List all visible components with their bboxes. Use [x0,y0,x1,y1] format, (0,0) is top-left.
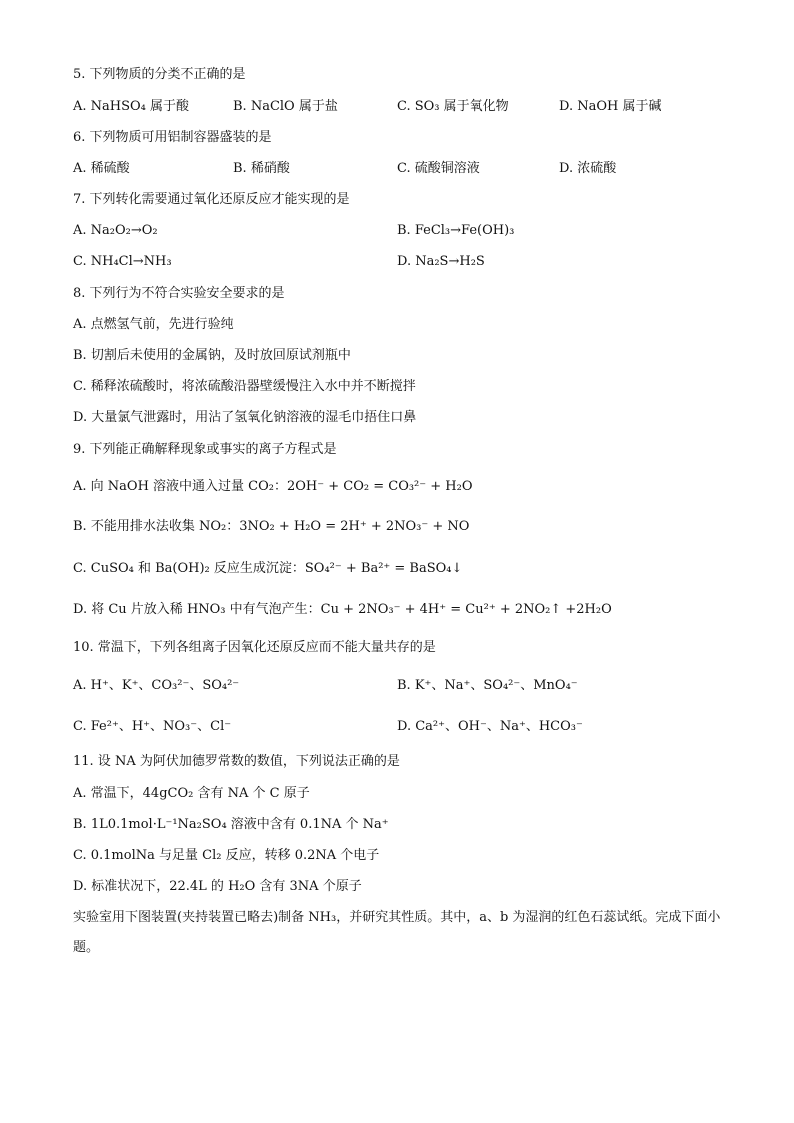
q11-option-c: C. 0.1molNa 与足量 Cl₂ 反应，转移 0.2NA 个电子 [73,848,380,863]
q10-option-b: B. K⁺、Na⁺、SO₄²⁻、MnO₄⁻ [397,678,578,693]
question-5-stem: 5. 下列物质的分类不正确的是 [73,67,246,82]
q6-option-b: B. 稀硝酸 [233,161,290,176]
q7-option-b: B. FeCl₃→Fe(OH)₃ [397,223,515,238]
q10-option-d: D. Ca²⁺、OH⁻、Na⁺、HCO₃⁻ [397,719,583,734]
question-11-stem: 11. 设 NA 为阿伏加德罗常数的数值，下列说法正确的是 [73,754,400,769]
q5-option-a: A. NaHSO₄ 属于酸 [73,99,190,114]
q6-option-c: C. 硫酸铜溶液 [397,161,480,176]
q10-option-a: A. H⁺、K⁺、CO₃²⁻、SO₄²⁻ [73,678,240,693]
q7-option-d: D. Na₂S→H₂S [397,254,485,269]
q5-option-d: D. NaOH 属于碱 [559,99,662,114]
q8-option-c: C. 稀释浓硫酸时，将浓硫酸沿器壁缓慢注入水中并不断搅拌 [73,379,416,394]
question-6-options [73,160,733,178]
q9-option-b: B. 不能用排水法收集 NO₂：3NO₂ + H₂O = 2H⁺ + 2NO₃⁻ + NO [73,519,470,534]
q9-option-a: A. 向 NaOH 溶液中通入过量 CO₂：2OH⁻ + CO₂ = CO₃²⁻ + H₂O [73,479,473,494]
q6-option-a: A. 稀硫酸 [73,161,130,176]
q9-option-c: C. CuSO₄ 和 Ba(OH)₂ 反应生成沉淀：SO₄²⁻ + Ba²⁺ = BaSO₄↓ [73,561,463,576]
question-10-options-row-1 [73,677,733,695]
q11-option-a: A. 常温下，44gCO₂ 含有 NA 个 C 原子 [73,786,310,801]
q8-option-d: D. 大量氯气泄露时，用沾了氢氧化钠溶液的湿毛巾捂住口鼻 [73,410,417,425]
question-8-stem: 8. 下列行为不符合实验安全要求的是 [73,286,285,301]
q8-option-b: B. 切割后未使用的金属钠，及时放回原试剂瓶中 [73,348,351,363]
q5-option-b: B. NaClO 属于盐 [233,99,338,114]
question-10-options-row-2 [73,718,733,736]
q7-option-c: C. NH₄Cl→NH₃ [73,254,172,269]
q11-option-d: D. 标准状况下，22.4L 的 H₂O 含有 3NA 个原子 [73,879,362,894]
q6-option-d: D. 浓硫酸 [559,161,617,176]
question-7-options-row-1 [73,222,733,240]
question-6-stem: 6. 下列物质可用铝制容器盛装的是 [73,130,272,145]
question-7-options-row-2 [73,253,733,271]
q8-option-a: A. 点燃氢气前，先进行验纯 [73,317,234,332]
question-5-options [73,98,733,116]
question-10-stem: 10. 常温下，下列各组离子因氧化还原反应而不能大量共存的是 [73,640,436,655]
q11-option-b: B. 1L0.1mol·L⁻¹Na₂SO₄ 溶液中含有 0.1NA 个 Na⁺ [73,817,389,832]
question-7-stem: 7. 下列转化需要通过氧化还原反应才能实现的是 [73,192,350,207]
q10-option-c: C. Fe²⁺、H⁺、NO₃⁻、Cl⁻ [73,719,232,734]
q9-option-d: D. 将 Cu 片放入稀 HNO₃ 中有气泡产生：Cu + 2NO₃⁻ + 4H⁺ = Cu²⁺ + 2NO₂↑ +2H₂O [73,602,612,617]
question-9-stem: 9. 下列能正确解释现象或事实的离子方程式是 [73,442,337,457]
q7-option-a: A. Na₂O₂→O₂ [73,223,158,238]
experiment-passage: 实验室用下图装置(夹持装置已略去)制备 NH₃，并研究其性质。其中，a、b 为湿润的红色石蕊试纸。完成下面小题。 [73,910,721,955]
q5-option-c: C. SO₃ 属于氧化物 [397,99,509,114]
